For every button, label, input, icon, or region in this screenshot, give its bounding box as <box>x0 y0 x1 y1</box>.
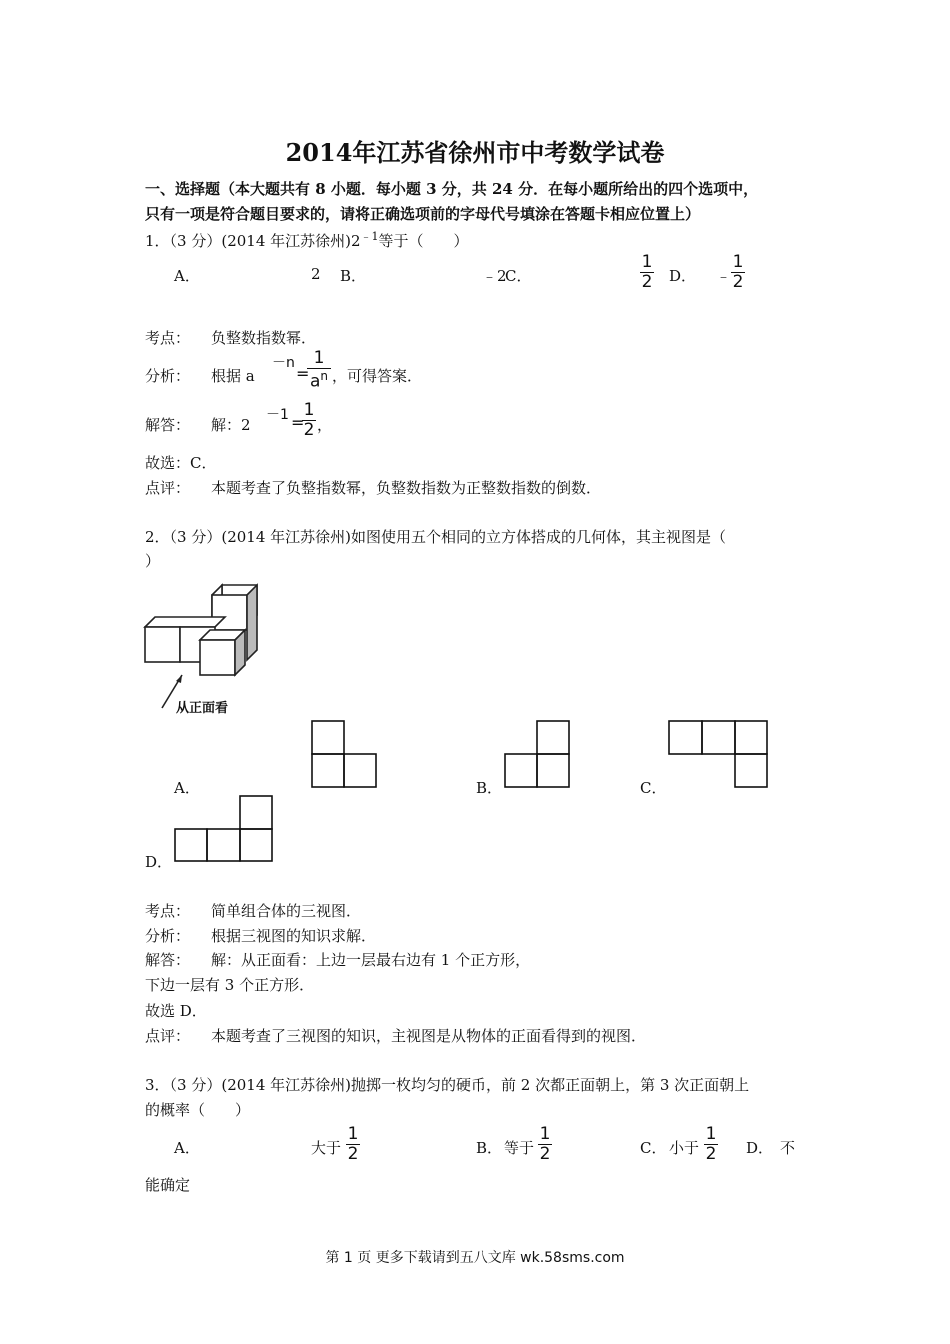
q3-option-c-text: 小于 <box>669 1139 700 1157</box>
q1-option-c-fraction: 1 2 <box>641 252 653 292</box>
q2-view-direction-label: 从正面看 <box>176 701 229 716</box>
q3-option-b-label: B． <box>476 1139 503 1157</box>
q3-option-c-fraction: 1 2 <box>705 1124 717 1164</box>
section-heading-line2: 只有一项是符合题目要求的，请将正确选项前的字母代号填涂在答题卡相应位置上） <box>145 205 701 223</box>
q3-option-a-text: 大于 <box>311 1139 342 1157</box>
q1-stem: 1．（3 分）(2014 年江苏徐州)$2^{﹣1}$等于（ ） <box>145 230 469 250</box>
q1-option-a-value: 2 <box>311 265 321 283</box>
q2-kaodian: 简单组合体的三视图． <box>211 902 362 920</box>
q1-fenxi-equals: = <box>296 364 310 383</box>
page-footer: 第 1 页 更多下载请到五八文库 wk.58sms.com <box>325 1250 625 1266</box>
q1-option-d-fraction: 1 2 <box>732 252 744 292</box>
q2-option-c-figure <box>668 720 769 788</box>
q3-option-b-text: 等于 <box>504 1139 535 1157</box>
q1-jieda-text: 解：2 <box>211 416 251 434</box>
q1-fenxi-text: 根据 a <box>211 367 255 385</box>
q1-option-a-label: A． <box>174 267 200 285</box>
q2-option-d-label: D． <box>145 853 173 871</box>
q1-jieda-label: 解答： <box>145 416 191 434</box>
q1-option-b-value: ﹣2 <box>482 267 507 285</box>
q3-option-b-fraction: 1 2 <box>539 1124 551 1164</box>
q2-option-a-label: A． <box>174 779 200 797</box>
q2-stem-line2: ） <box>145 552 161 570</box>
q2-jieda-line1: 解：从正面看：上边一层最右边有 1 个正方形， <box>211 951 531 969</box>
q1-fenxi-conclusion: ，可得答案． <box>332 367 423 385</box>
page-title: 2014年江苏省徐州市中考数学试卷 <box>285 138 665 167</box>
q1-fenxi-label: 分析： <box>145 367 191 385</box>
q2-option-b-label: B． <box>476 779 503 797</box>
q2-dianping: 本题考查了三视图的知识，主视图是从物体的正面看得到的视图． <box>211 1027 647 1045</box>
q3-stem-line2: 的概率（ ） <box>145 1101 251 1119</box>
q2-kaodian-label: 考点： <box>145 902 191 920</box>
q2-option-d-figure <box>174 795 274 863</box>
q1-option-b-label: B． <box>340 267 367 285</box>
q2-stem-line1: 2．（3 分）(2014 年江苏徐州)如图使用五个相同的立方体搭成的几何体，其主视图是（ <box>145 528 727 546</box>
q2-option-a-figure <box>311 720 378 788</box>
q2-jieda-label: 解答： <box>145 951 191 969</box>
q1-dianping-label: 点评： <box>145 479 191 497</box>
q1-fenxi-exponent: －n <box>272 355 295 371</box>
q3-option-d-label: D． <box>746 1139 774 1157</box>
q2-answer: 故选 D． <box>145 1002 207 1020</box>
q1-answer: 故选：C． <box>145 454 217 472</box>
q1-option-d-label: D． <box>669 267 697 285</box>
q3-stem-line1: 3．（3 分）(2014 年江苏徐州)抛掷一枚均匀的硬币，前 2 次都正面朝上，第 3 次正面朝上 <box>145 1076 750 1094</box>
q1-jieda-exponent: －1 <box>266 407 289 423</box>
q1-option-d-sign: ﹣ <box>716 267 732 285</box>
q2-option-b-figure <box>504 720 571 788</box>
q3-option-a-label: A． <box>174 1139 200 1157</box>
q1-option-c-label: C． <box>505 267 532 285</box>
q2-fenxi: 根据三视图的知识求解． <box>211 927 377 945</box>
q1-jieda-fraction: 1 2 <box>303 400 315 440</box>
q2-option-c-label: C． <box>640 779 667 797</box>
q1-jieda-equals: = <box>291 413 305 432</box>
q2-fenxi-label: 分析： <box>145 927 191 945</box>
q1-fenxi-fraction: 1 $a^n$ <box>307 350 331 391</box>
q3-option-d-text-part1: 不 <box>780 1139 796 1157</box>
q2-jieda-line2: 下边一层有 3 个正方形． <box>145 976 315 994</box>
q1-kaodian-label: 考点： <box>145 329 191 347</box>
q3-option-c-label: C． <box>640 1139 667 1157</box>
q3-option-a-fraction: 1 2 <box>347 1124 359 1164</box>
q2-dianping-label: 点评： <box>145 1027 191 1045</box>
q1-kaodian: 负整数指数幂． <box>211 329 317 347</box>
q3-option-d-text-part2: 能确定 <box>145 1176 191 1194</box>
q1-dianping: 本题考查了负整指数幂，负整数指数为正整数指数的倒数． <box>211 479 602 497</box>
q1-jieda-comma: ， <box>317 416 333 434</box>
section-heading-line1: 一、选择题（本大题共有 8 小题．每小题 3 分，共 24 分．在每小题所给出的四个选项中， <box>145 180 759 198</box>
